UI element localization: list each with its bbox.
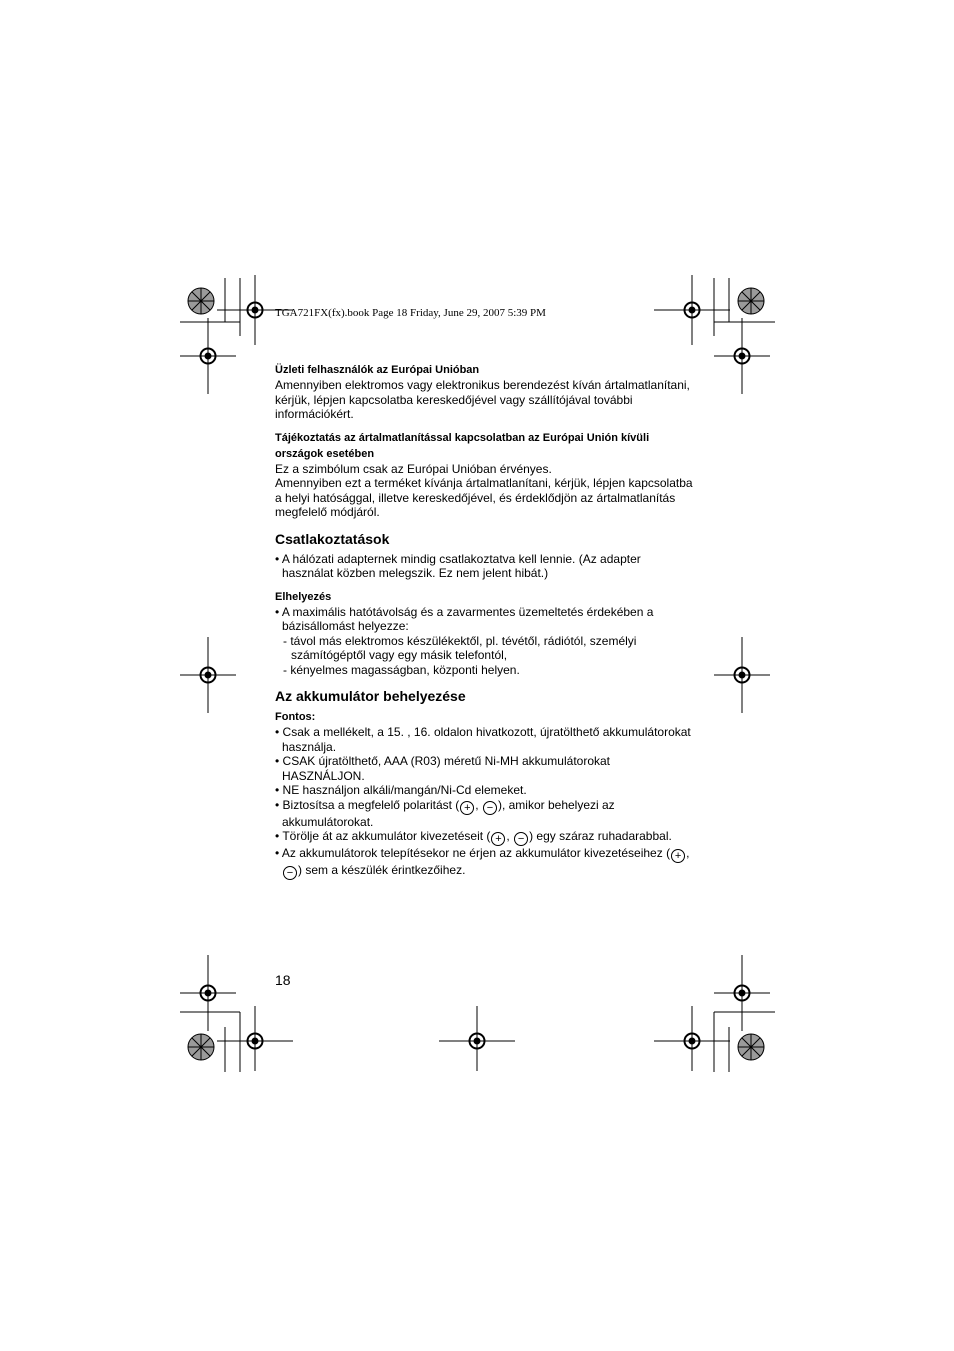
separator: , — [506, 829, 514, 843]
separator: , — [686, 846, 690, 860]
battery-bullet-6 — [275, 846, 695, 880]
plus-terminal-icon: + — [460, 801, 474, 815]
bullet-text: • Az akkumulátorok telepítésekor ne érjen az akkumulátor kivezetéseihez ( — [275, 846, 671, 860]
placement-dash-2: - kényelmes magasságban, központi helyen. — [283, 662, 520, 677]
battery-bullet-3: • NE használjon alkáli/mangán/Ni-Cd elemeket. — [275, 783, 527, 797]
bullet-text: ) sem a készülék érintkezőihez. — [298, 863, 466, 877]
minus-terminal-icon: − — [514, 832, 528, 846]
book-file-header: TGA721FX(fx).book Page 18 Friday, June 29, 2007 5:39 PM — [275, 307, 546, 319]
battery-bullet-4 — [275, 798, 695, 830]
battery-bullet-1: • Csak a mellékelt, a 15. , 16. oldalon hivatkozott, újratölthető akkumulátorokat használja. — [275, 725, 691, 754]
business-eu-heading: Üzleti felhasználók az Európai Unióban — [275, 364, 480, 376]
bullet-text: ) egy száraz ruhadarabbal. — [529, 829, 672, 843]
business-eu-text: Amennyiben elektromos vagy elektronikus berendezést kíván ártalmatlanítani, kérjük, lépjen kapcsolatba kereskedőjével vagy szállítójával további információkért. — [275, 378, 690, 421]
plus-terminal-icon: + — [491, 832, 505, 846]
bullet-text: • Törölje át az akkumulátor kivezetéseit ( — [275, 829, 491, 843]
outside-eu-heading: Tájékoztatás az ártalmatlanítással kapcsolatban az Európai Unión kívüli országok esetében — [275, 431, 650, 460]
outside-eu-text-2: Amennyiben ezt a terméket kívánja ártalmatlanítani, kérjük, lépjen kapcsolatba a helyi hatósággal, illetve kereskedőjével, és érdeklődjön az ártalmatlanítás megfelelő módjáról. — [275, 476, 693, 519]
connections-heading: Csatlakoztatások — [275, 530, 390, 547]
separator: , — [475, 797, 482, 812]
placement-dash-1: - távol más elektromos készülékektől, pl. tévétől, rádiótól, személyi számítógéptől vagy egy másik telefontól, — [283, 633, 637, 662]
minus-terminal-icon: − — [483, 801, 497, 815]
plus-terminal-icon: + — [671, 849, 685, 863]
connections-bullet: • A hálózati adapternek mindig csatlakoztatva kell lennie. (Az adapter használat közben melegszik. Ez nem jelent hibát.) — [275, 551, 641, 580]
battery-heading: Az akkumulátor behelyezése — [275, 688, 466, 704]
minus-terminal-icon: − — [283, 866, 297, 880]
bullet-text: ), amikor behelyezi az akkumulátorokat. — [282, 797, 615, 829]
bullet-text: • Biztosítsa a megfelelő polaritást ( — [275, 797, 460, 812]
important-label: Fontos: — [275, 711, 316, 723]
page-number: 18 — [275, 972, 291, 988]
battery-bullet-5 — [275, 829, 695, 846]
page-content — [275, 362, 695, 880]
battery-bullet-2: • CSAK újratölthető, AAA (R03) méretű Ni-MH akkumulátorokat HASZNÁLJON. — [275, 754, 610, 783]
placement-heading: Elhelyezés — [275, 590, 332, 603]
outside-eu-text-1: Ez a szimbólum csak az Európai Unióban érvényes. — [275, 461, 552, 476]
placement-bullet: • A maximális hatótávolság és a zavarmentes üzemeltetés érdekében a bázisállomást helyezze: — [275, 604, 654, 633]
